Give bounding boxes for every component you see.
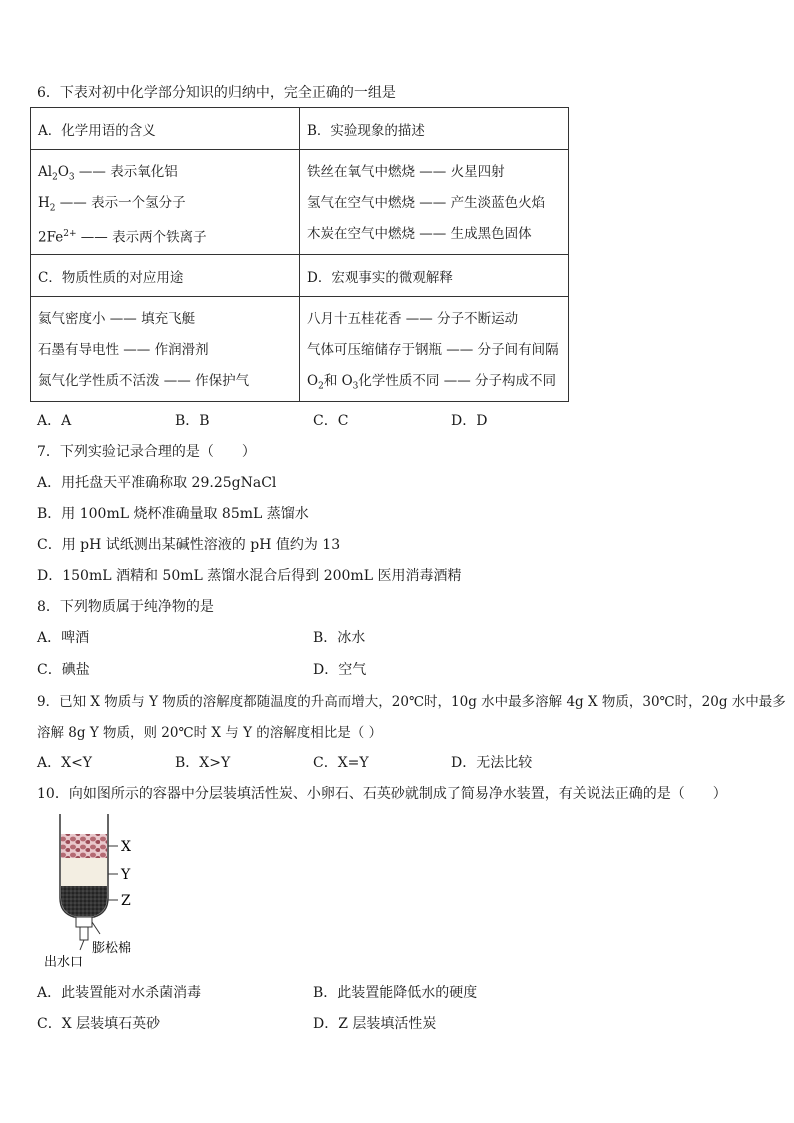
q7-option-b[interactable]: B．用 100mL 烧杯准确量取 85mL 蒸馏水: [37, 506, 309, 522]
water-purifier-figure: [40, 812, 200, 972]
q9-option-d[interactable]: D．无法比较: [451, 755, 533, 771]
layer-x: [61, 834, 107, 858]
c-line-1: 氦气密度小 —— 填充飞艇: [38, 311, 196, 327]
q10-option-c[interactable]: C．X 层装填石英砂: [37, 1016, 161, 1032]
q6-option-d[interactable]: D．D: [451, 413, 488, 429]
a-line-2: $H_2$ —— 表示一个氢分子: [38, 195, 186, 214]
q9-stem-line1: 9．已知 X 物质与 Y 物质的溶解度都随温度的升高而增大，20℃时，10g 水中最多溶解 4g X 物质，30℃时，20g 水中最多: [37, 694, 786, 710]
q10-option-b[interactable]: B．此装置能降低水的硬度: [313, 985, 478, 1001]
d-line-1: 八月十五桂花香 —— 分子不断运动: [307, 311, 519, 327]
q9-option-c[interactable]: C．X=Y: [313, 755, 369, 771]
q6-option-b[interactable]: B．B: [175, 413, 210, 429]
layer-y: [61, 858, 107, 886]
q7-option-a[interactable]: A．用托盘天平准确称取 29.25gNaCl: [37, 475, 277, 491]
q9-option-b[interactable]: B．X>Y: [175, 755, 231, 771]
q10-stem: 10．向如图所示的容器中分层装填活性炭、小卵石、石英砂就制成了简易净水装置，有关说法正确的是（ ）: [37, 786, 727, 802]
c-line-3: 氮气化学性质不活泼 —— 作保护气: [38, 373, 250, 389]
b-line-3: 木炭在空气中燃烧 —— 生成黑色固体: [307, 226, 532, 242]
q7-option-c[interactable]: C．用 pH 试纸测出某碱性溶液的 pH 值约为 13: [37, 537, 341, 553]
layer-z: [61, 886, 107, 916]
q10-option-a[interactable]: A．此装置能对水杀菌消毒: [37, 985, 202, 1001]
q6-option-a[interactable]: A．A: [37, 413, 72, 429]
cell-b-title: B．实验现象的描述: [300, 108, 569, 150]
q6-stem: 6．下表对初中化学部分知识的归纳中，完全正确的一组是: [37, 85, 396, 101]
q7-stem: 7．下列实验记录合理的是（ ）: [37, 444, 256, 460]
q7-option-d[interactable]: D．150mL 酒精和 50mL 蒸馏水混合后得到 200mL 医用消毒酒精: [37, 568, 462, 584]
q8-option-a[interactable]: A．啤酒: [37, 630, 90, 646]
cell-c-body: [31, 297, 300, 402]
cell-d-title: D．宏观事实的微观解释: [300, 255, 569, 297]
cell-b-body: [300, 150, 569, 255]
d-line-2: 气体可压缩储存于钢瓶 —— 分子间有间隔: [307, 342, 559, 358]
label-y: Y: [121, 867, 131, 883]
cell-a-title: A．化学用语的含义: [31, 108, 300, 150]
q8-option-d[interactable]: D．空气: [313, 662, 367, 678]
cell-a-body: [31, 150, 300, 255]
q8-option-c[interactable]: C．碘盐: [37, 662, 90, 678]
q6-knowledge-table: [30, 107, 569, 402]
label-z: Z: [121, 893, 131, 909]
q8-option-b[interactable]: B．冰水: [313, 630, 366, 646]
c-line-2: 石墨有导电性 —— 作润滑剂: [38, 342, 209, 358]
label-outlet: 出水口: [44, 955, 84, 970]
q9-option-a[interactable]: A．X<Y: [37, 755, 93, 771]
cell-d-body: [300, 297, 569, 402]
d-line-3: $O_2$和 $O_3$化学性质不同 —— 分子构成不同: [307, 373, 556, 392]
a-line-1: $Al_2O_3$ —— 表示氧化铝: [38, 164, 178, 183]
b-line-2: 氢气在空气中燃烧 —— 产生淡蓝色火焰: [307, 195, 546, 211]
q10-option-d[interactable]: D．Z 层装填活性炭: [313, 1016, 437, 1032]
label-x: X: [121, 839, 131, 855]
cotton-plug: [76, 917, 92, 927]
label-cotton: 膨松棉: [92, 941, 132, 956]
q9-stem-line2: 溶解 8g Y 物质，则 20℃时 X 与 Y 的溶解度相比是（ ）: [37, 725, 383, 741]
outlet-tube: [80, 927, 88, 940]
q6-option-c[interactable]: C．C: [313, 413, 349, 429]
q8-stem: 8．下列物质属于纯净物的是: [37, 599, 214, 615]
a-line-3: $2Fe^{2+}$ —— 表示两个铁离子: [38, 229, 207, 246]
cell-c-title: C．物质性质的对应用途: [31, 255, 300, 297]
b-line-1: 铁丝在氧气中燃烧 —— 火星四射: [307, 164, 505, 180]
